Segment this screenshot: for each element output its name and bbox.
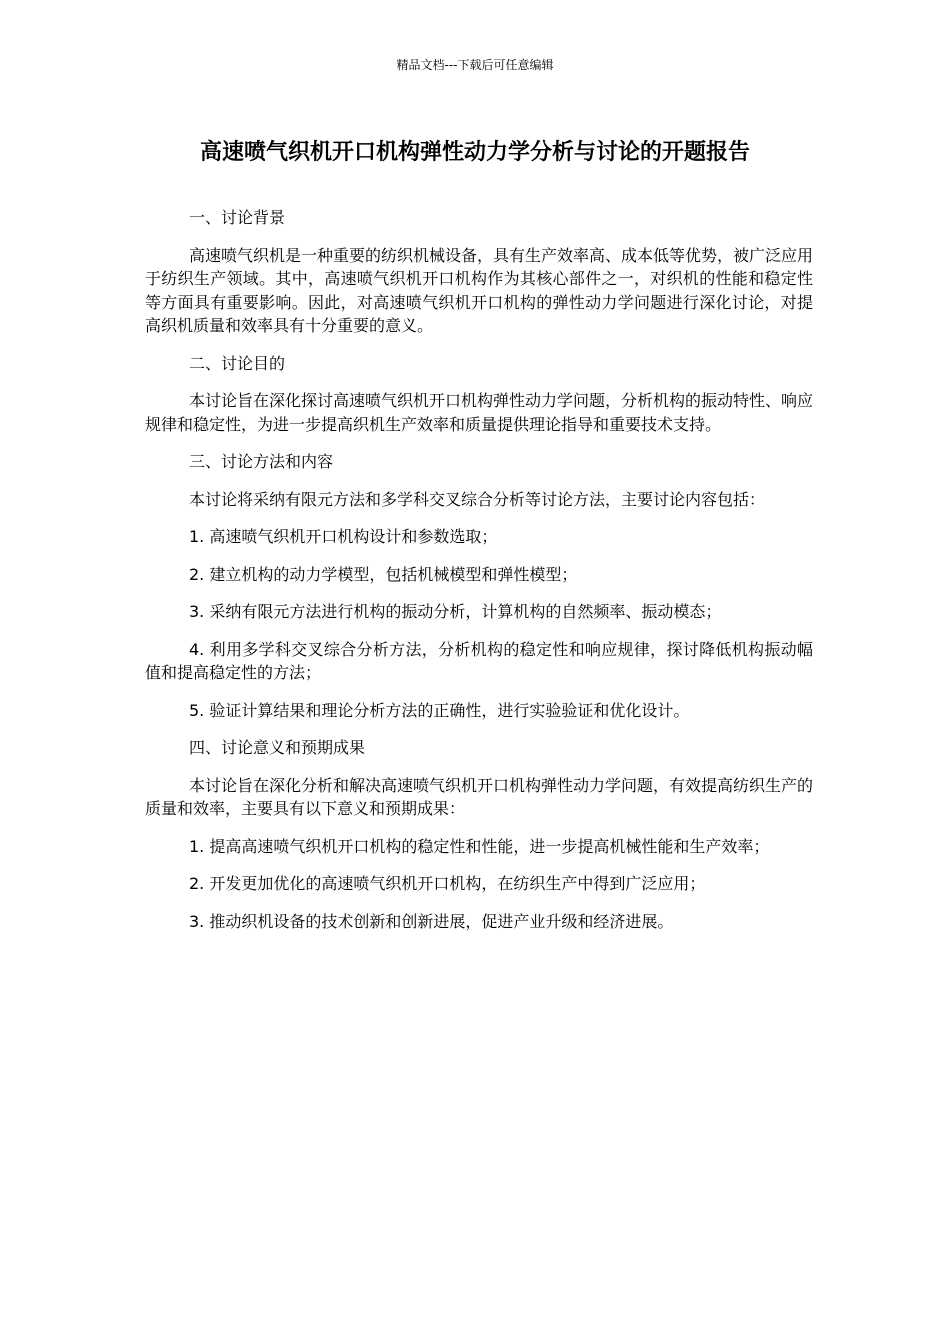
list-item: 2. 开发更加优化的高速喷气织机开口机构，在纺织生产中得到广泛应用； xyxy=(189,874,706,893)
header-note: 精品文档---下载后可任意编辑 xyxy=(396,58,554,72)
list-item: 1. 提高高速喷气织机开口机构的稳定性和性能，进一步提高机械性能和生产效率； xyxy=(189,836,770,856)
list-item: 3. 推动织机设备的技术创新和创新进展，促进产业升级和经济进展。 xyxy=(189,911,674,931)
list-item: 2. 建立机构的动力学模型，包括机械模型和弹性模型； xyxy=(189,564,578,584)
section-heading: 三、讨论方法和内容 xyxy=(189,452,334,471)
section-heading: 二、讨论目的 xyxy=(189,353,286,373)
list-item: 5. 验证计算结果和理论分析方法的正确性，进行实验验证和优化设计。 xyxy=(189,700,690,720)
section-heading: 四、讨论意义和预期成果 xyxy=(189,738,366,757)
body-paragraph: 本讨论旨在深化分析和解决高速喷气织机开口机构弹性动力学问题，有效提高纺织生产的质量和效率，主要具有以下意义和预期成果： xyxy=(145,775,814,818)
list-item: 4. 利用多学科交叉综合分析方法，分析机构的稳定性和响应规律，探讨降低机构振动幅值和提高稳定性的方法； xyxy=(145,639,813,682)
document-title: 高速喷气织机开口机构弹性动力学分析与讨论的开题报告 xyxy=(199,140,750,165)
list-item: 3. 采纳有限元方法进行机构的振动分析，计算机构的自然频率、振动模态； xyxy=(189,602,722,621)
section-heading: 一、讨论背景 xyxy=(189,208,286,227)
list-item: 1. 高速喷气织机开口机构设计和参数选取； xyxy=(189,527,498,546)
document-body xyxy=(145,206,813,947)
body-paragraph: 高速喷气织机是一种重要的纺织机械设备，具有生产效率高、成本低等优势，被广泛应用于纺织生产领域。其中，高速喷气织机开口机构作为其核心部件之一，对织机的性能和稳定性等方面具有重要影响。因此，对高速喷气织机开口机构的弹性动力学问题进行深化讨论，对提高织机质量和效率具有十分重要的意义。 xyxy=(145,245,814,335)
body-paragraph: 本讨论将采纳有限元方法和多学科交叉综合分析等讨论方法，主要讨论内容包括： xyxy=(189,489,766,509)
body-paragraph: 本讨论旨在深化探讨高速喷气织机开口机构弹性动力学问题，分析机构的振动特性、响应规律和稳定性，为进一步提高织机生产效率和质量提供理论指导和重要技术支持。 xyxy=(145,391,814,434)
